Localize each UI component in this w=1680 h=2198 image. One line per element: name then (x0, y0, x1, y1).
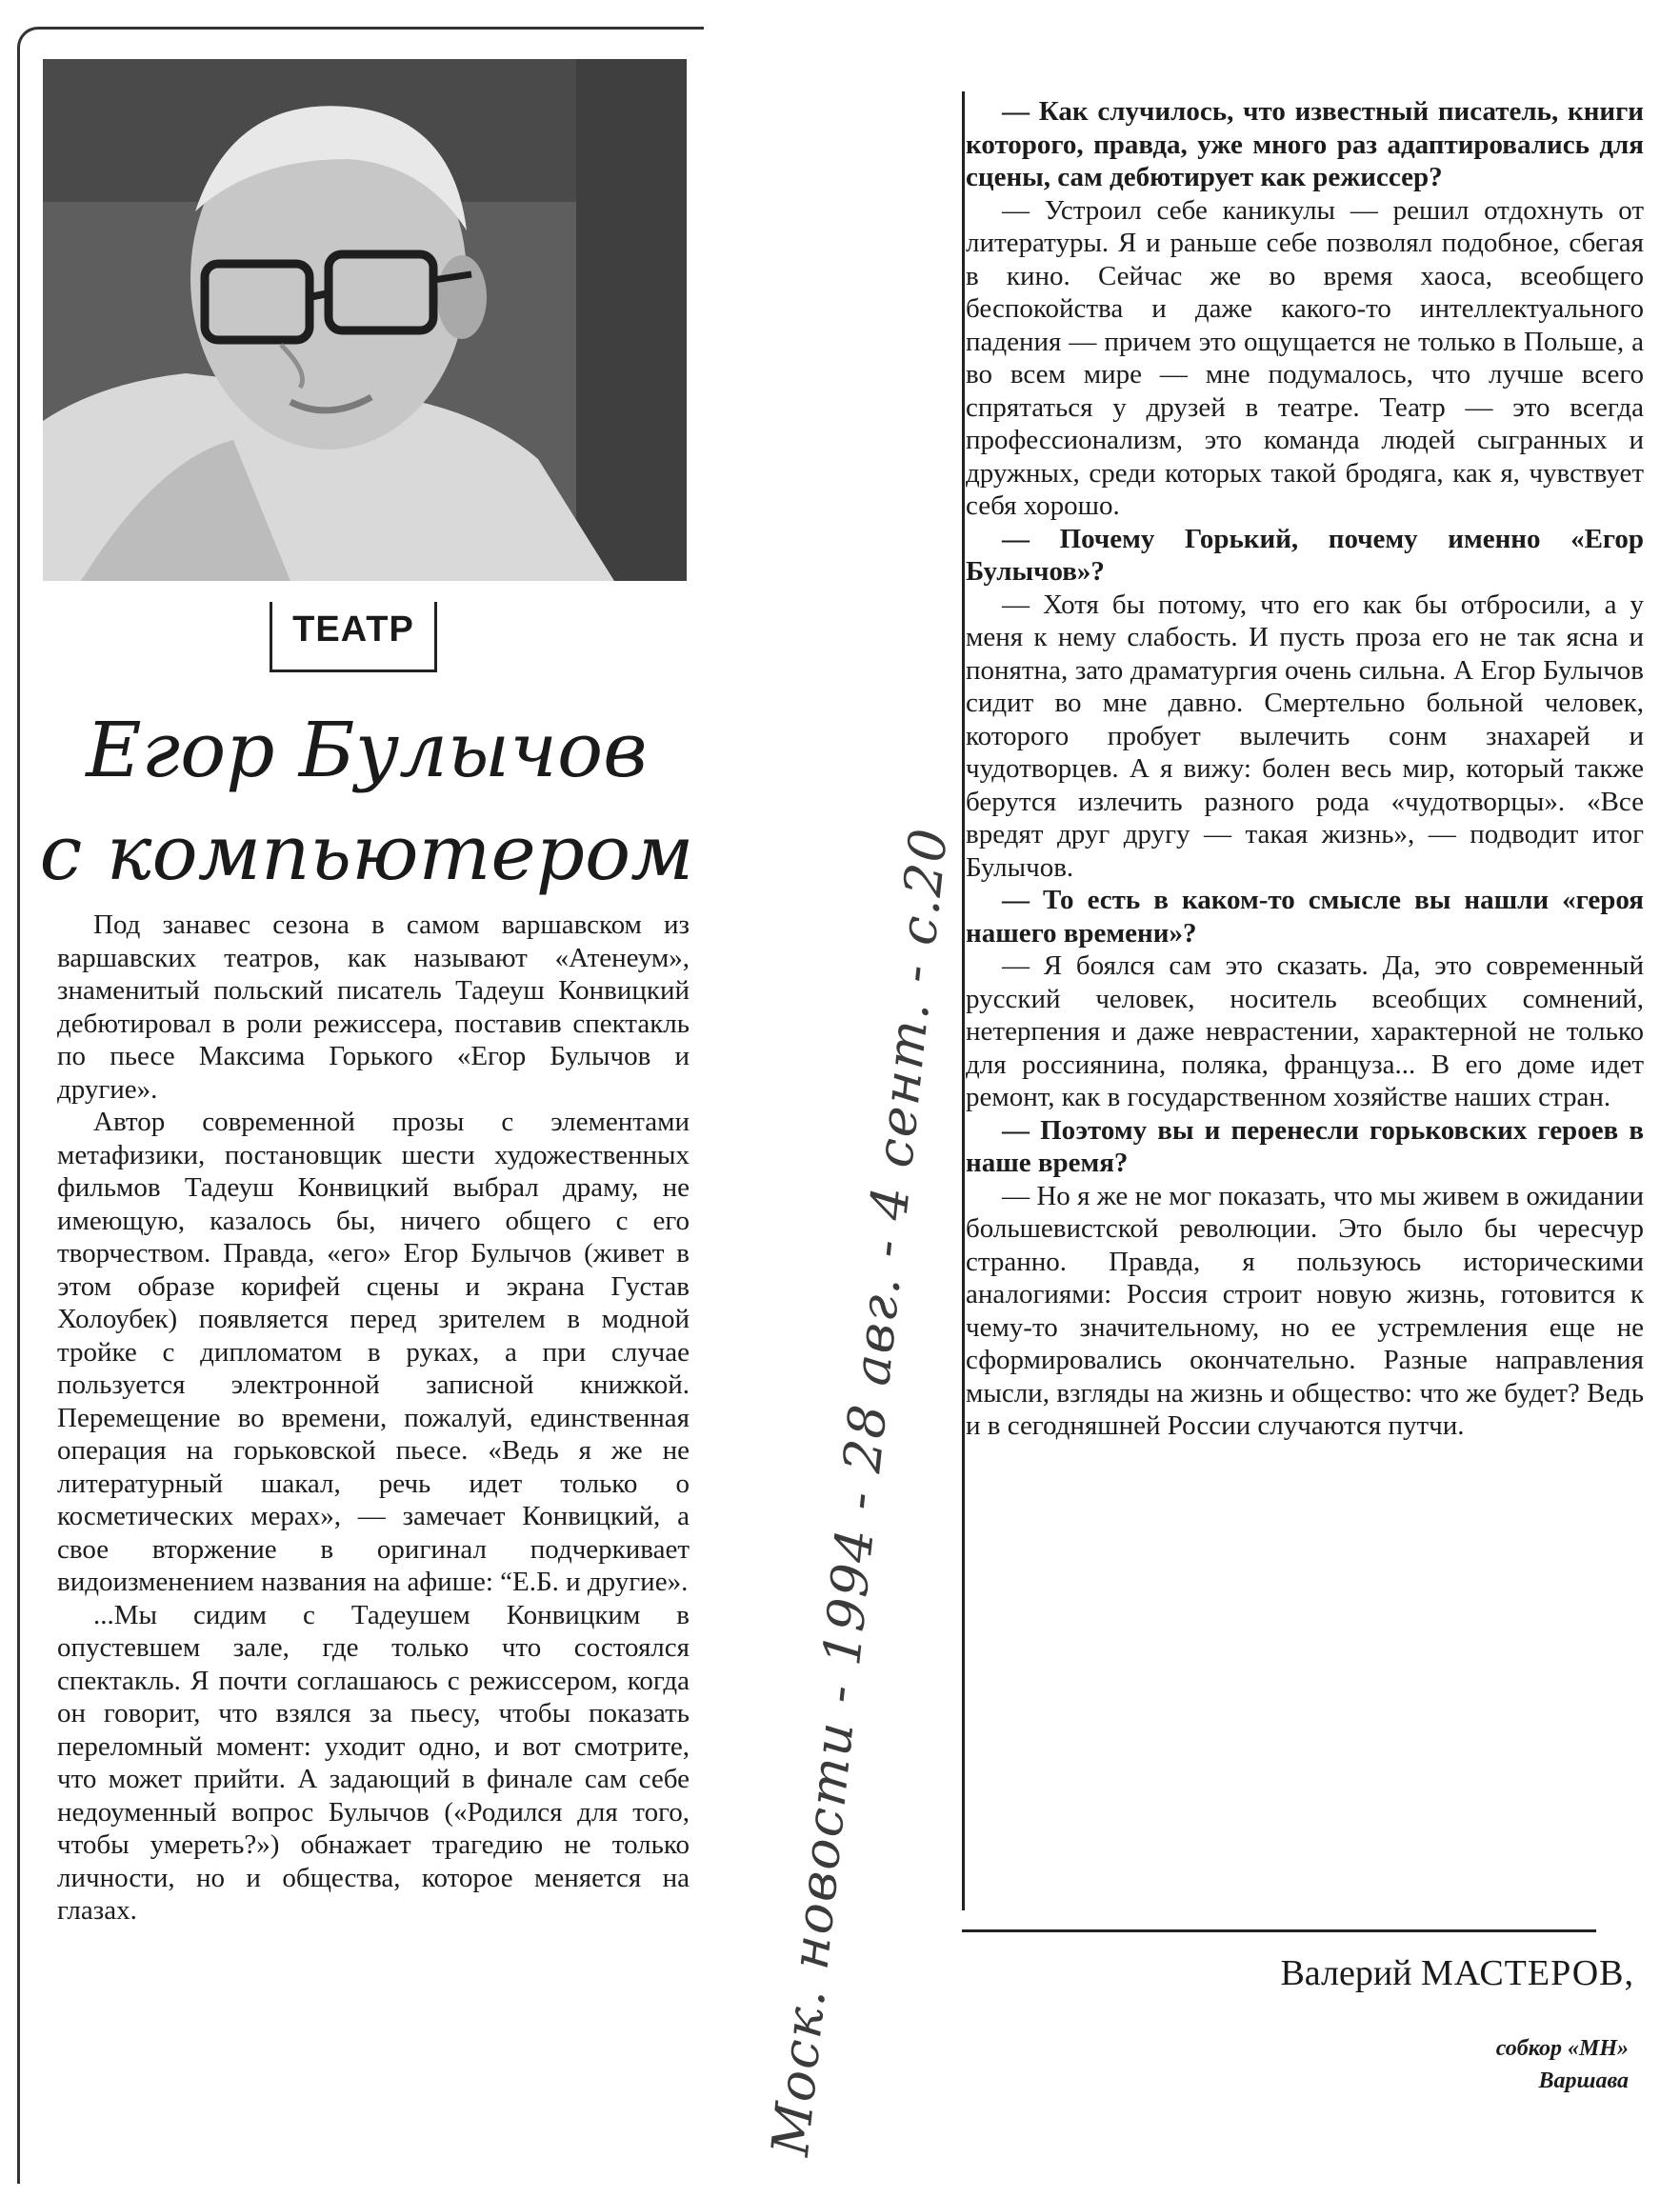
author-signature (1280, 1952, 1634, 1994)
interview-question: — Почему Горький, почему именно «Егор Булычов»? (966, 523, 1644, 587)
column-rule-horizontal (962, 1929, 1596, 1932)
author-first-name: Валерий (1280, 1953, 1412, 1993)
rubric-label: ТЕАТР (292, 609, 414, 649)
paragraph: Под занавес сезона в самом варшавском из варшавских театров, как называют «Атенеум», знаменитый польский писатель Тадеуш Конвицкий дебютировал в роли режиссера, поставив спектакль по пьесе Максима Горького «Егор Булычов и другие». (57, 909, 690, 1105)
author-role: собкор «МН» (1495, 2036, 1629, 2061)
headline-line-2: с компьютером (39, 809, 694, 897)
author-location: Варшава (1538, 2068, 1629, 2093)
author-photo (43, 59, 687, 581)
paragraph: Автор современной прозы с элементами метафизики, постановщик шести художественных фильмов Тадеуш Конвицкий выбрал драму, не имеющую, казалось бы, ничего общего с его творчеством. Правда, «его» Егор Булычов (живет в этом образе корифей сцены и экрана Густав Холоубек) появляется перед зрителем в модной тройке с дипломатом в руках, а при случае пользуется электронной записной книжкой. Перемещение во времени, пожалуй, единственная операция на горьковской пьесе. «Ведь я же не литературный шакал, речь идет только о косметических мерах», — замечает Конвицкий, а свое вторжение в оригинал подчеркивает видоизменением названия на афише: “Е.Б. и другие». (57, 1107, 690, 1597)
portrait-image (43, 59, 687, 581)
article-headline (38, 699, 695, 905)
interview-answer: — Хотя бы потому, что его как бы отбросили, а у меня к нему слабость. И пусть проза его не так ясна и понятна, зато драматургия очень сильна. А Егор Булычов сидит во мне давно. Смертельно больной человек, которого пробует вылечить сонм знахарей и чудотворцев. А я вижу: болен весь мир, который также берутся излечить разного рода «чудотворцы». «Все вредят друг другу — такая жизнь», — подводит итог Булычов. (966, 589, 1644, 883)
interview-answer: — Но я же не мог показать, что мы живем в ожидании большевистской революции. Это было бы чересчур странно. Правда, я пользуюсь историческими аналогиями: Россия строит новую жизнь, готовится к чему-то значительному, но ее устремления еще не сформировались окончательно. Разные направления мысли, взгляды на жизнь и общество: что же будет? Ведь и в сегодняшней России случаются путчи. (966, 1180, 1644, 1441)
interview-answer: — Я боялся сам это сказать. Да, это современный русский человек, носитель всеобщих сомнений, нетерпения и даже неврастении, характерной не только для россиянина, поляка, француза... В его доме идет ремонт, как в государственном хозяйстве наших стран. (966, 950, 1644, 1112)
article-left-column (57, 909, 690, 1928)
paragraph: ...Мы сидим с Тадеушем Конвицким в опустевшем зале, где только что состоялся спектакль. Я почти соглашаюсь с режиссером, когда он говорит, что взялся за пьесу, чтобы показать переломный момент: уходит одно, и вот смотрите, что может прийти. А задающий в финале сам себе недоуменный вопрос Булычов («Родился для того, чтобы умереть?») обнажает трагедию не только личности, но и общества, которое меняется на глазах. (57, 1599, 690, 1926)
author-position (1496, 2032, 1629, 2097)
interview-question: — Поэтому вы и перенесли горьковских героев в наше время? (966, 1114, 1644, 1178)
interview-column (966, 95, 1644, 1443)
handwritten-source-note: Моск. новости - 1994 - 28 авг. - 4 сент. - с.20 (760, 824, 960, 2159)
column-rule-vertical (962, 91, 965, 1910)
section-rubric (270, 602, 437, 672)
interview-question: — То есть в каком-то смысле вы нашли «героя нашего времени»? (966, 885, 1644, 949)
interview-question: — Как случилось, что известный писатель, книги которого, правда, уже много раз адаптировались для сцены, сам дебютирует как режиссер? (966, 96, 1644, 192)
author-last-name: МАСТЕРОВ, (1421, 1953, 1634, 1993)
headline-line-1: Егор Булычов (86, 706, 648, 794)
interview-answer: — Устроил себе каникулы — решил отдохнуть от литературы. Я и раньше себе позволял подобное, сбегая в кино. Сейчас же во время хаоса, всеобщего беспокойства и даже какого-то интеллектуального падения — причем это ощущается не только в Польше, а во всем мире — мне подумалось, что лучше всего спрятаться у друзей в театре. Театр — это всегда профессионализм, это команда людей сыгранных и дружных, среди которых такой бродяга, как я, чувствует себя хорошо. (966, 194, 1644, 521)
